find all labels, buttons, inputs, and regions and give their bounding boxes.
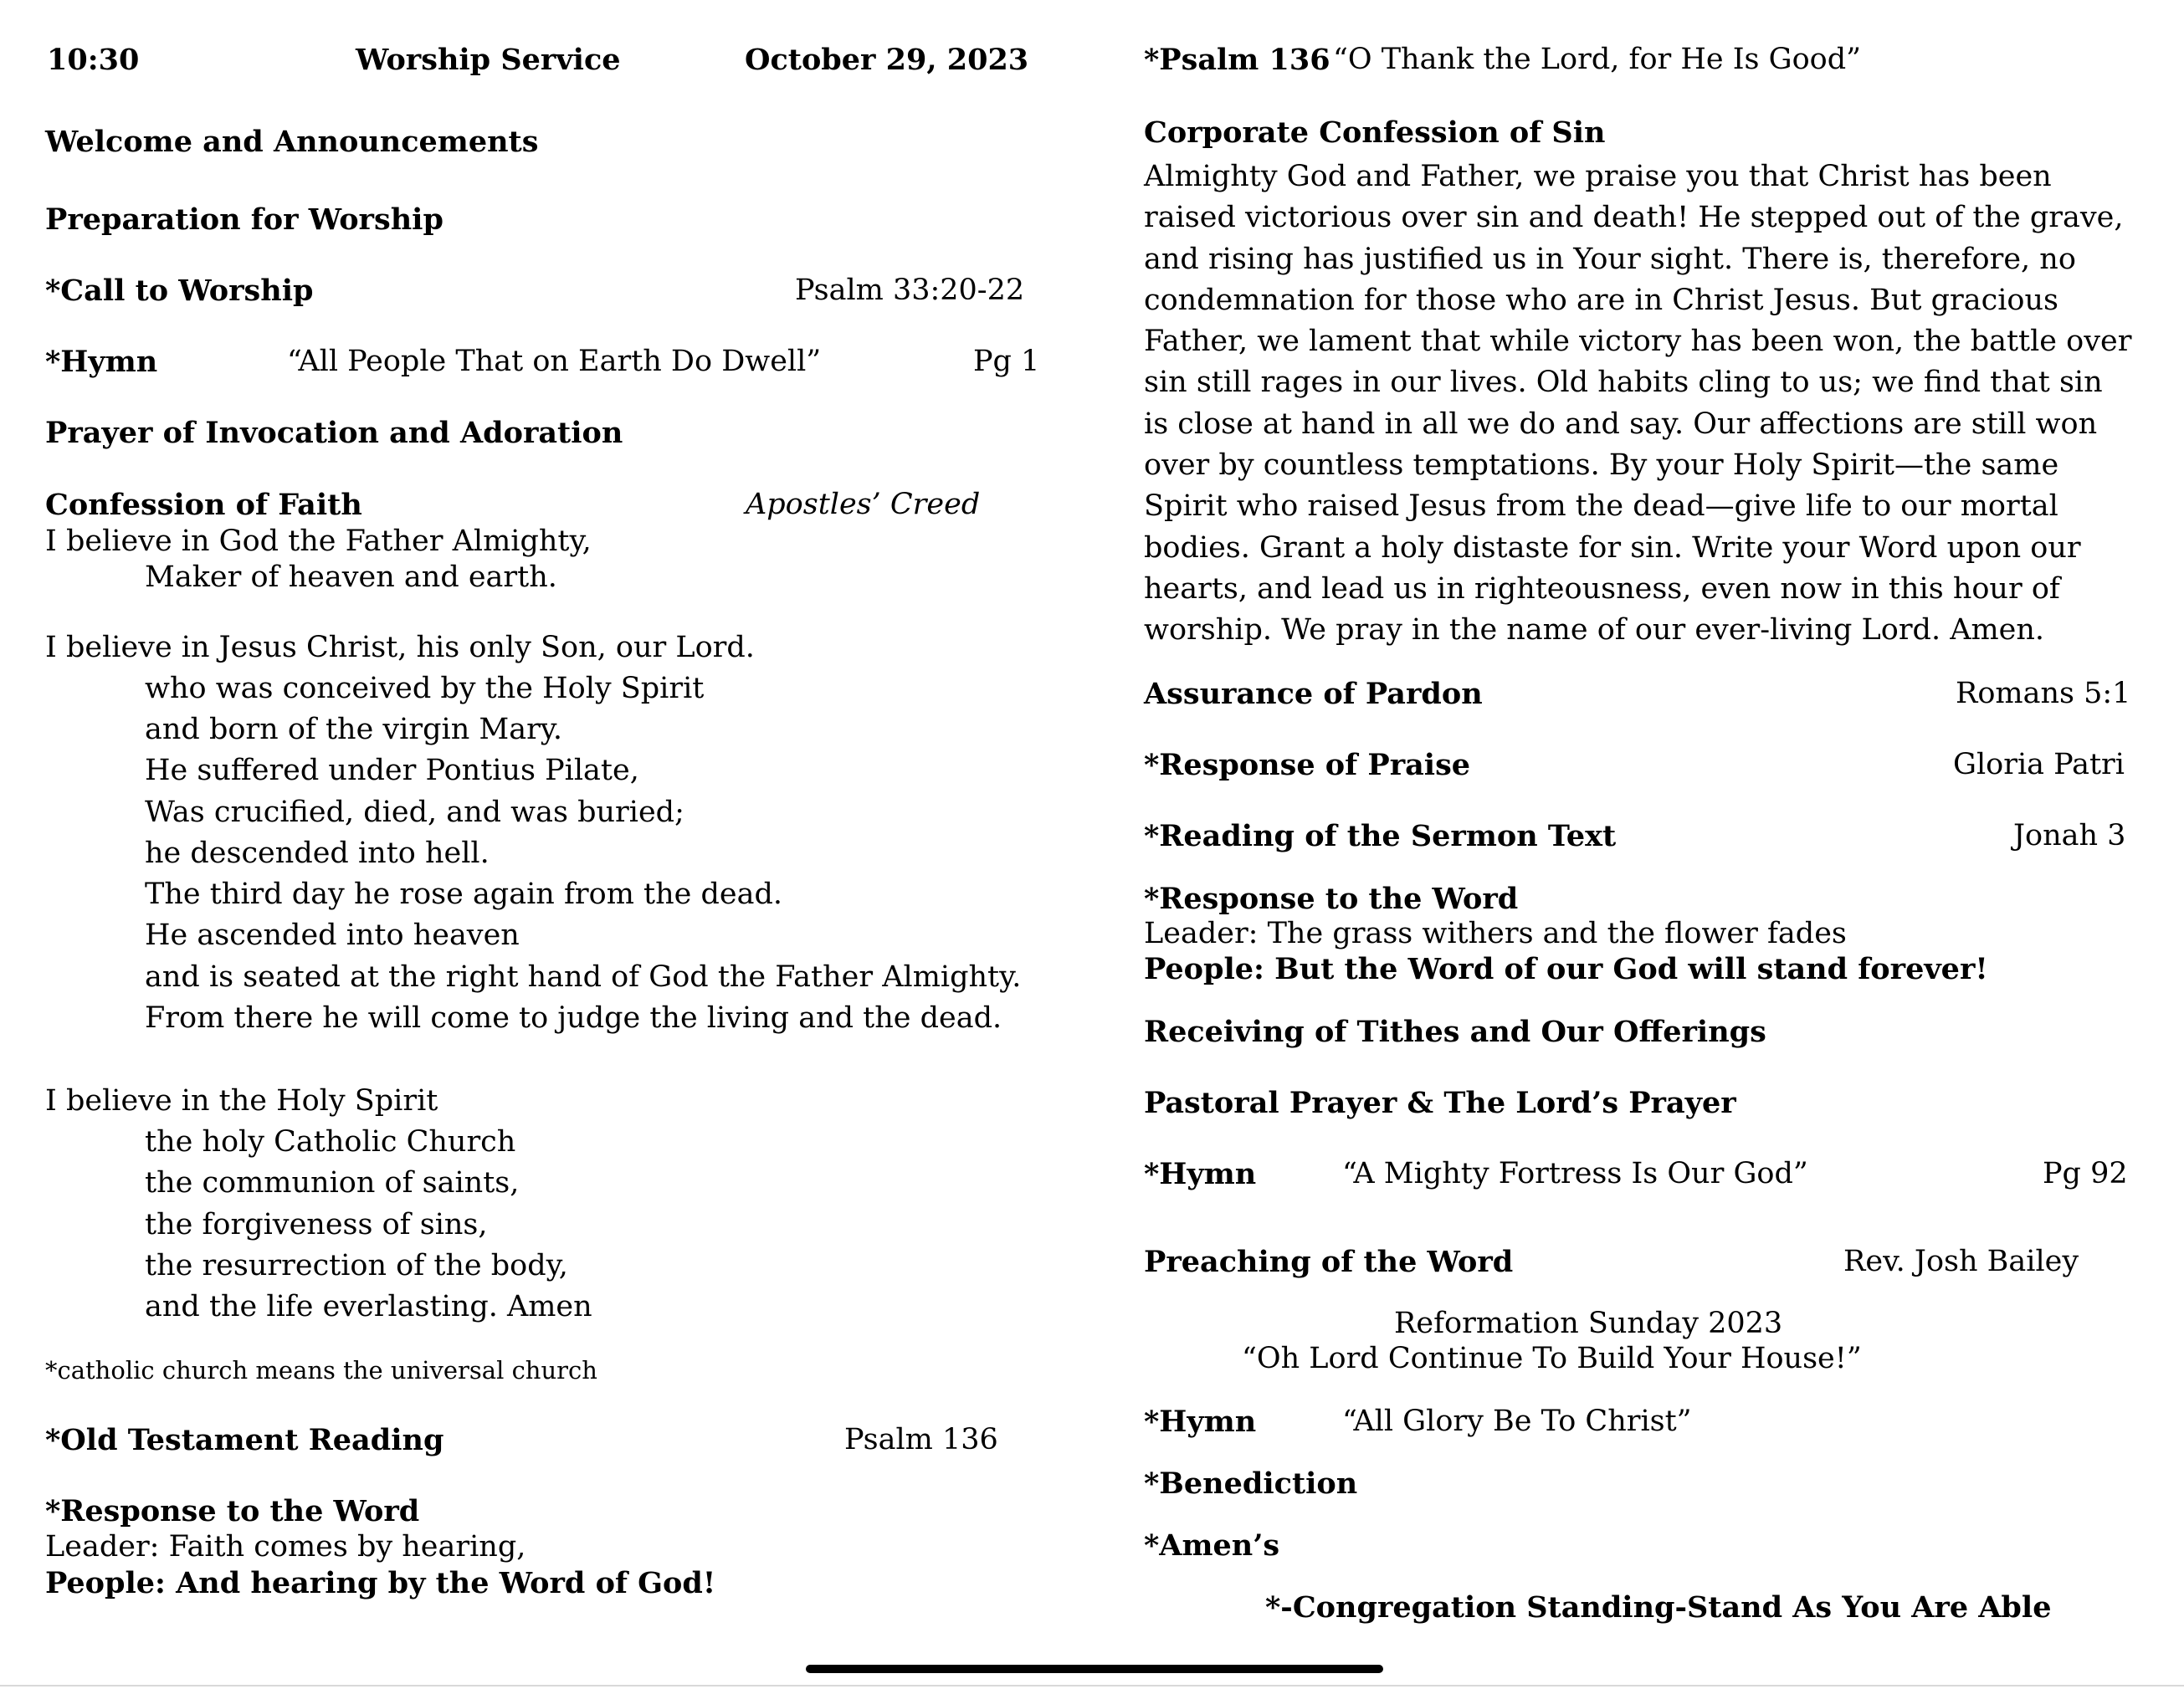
hymn-2-page: Pg 92 [2043,1157,2128,1190]
hymn-3-label: *Hymn [1144,1405,1257,1439]
assurance-reference: Romans 5:1 [1956,677,2131,710]
confession-line: bodies. Grant a holy distaste for sin. Write your Word upon our [1144,530,2081,565]
bottom-divider [0,1685,2184,1686]
response-to-word-heading: *Response to the Word [45,1494,420,1528]
confession-line: condemnation for those who are in Christ Jesus. But gracious [1144,283,2058,317]
people-line: People: But the Word of our God will stand forever! [1144,952,1988,986]
creed-line: the forgiveness of sins, [145,1208,488,1241]
leader-line: Leader: The grass withers and the flower fades [1144,917,1847,950]
hymn-1-label: *Hymn [45,345,158,379]
response-of-praise-heading: *Response of Praise [1144,748,1471,782]
confession-line: and rising has justified us in Your sight. There is, therefore, no [1144,242,2076,276]
creed-line: who was conceived by the Holy Spirit [145,672,705,705]
creed-line: the communion of saints, [145,1166,520,1200]
creed-line: and born of the virgin Mary. [145,713,563,746]
creed-line: he descended into hell. [145,837,490,870]
confession-of-faith-heading: Confession of Faith [45,488,362,522]
confession-line: Father, we lament that while victory has been won, the battle over [1144,325,2132,359]
standing-note: *-Congregation Standing-Stand As You Are Able [1265,1590,2052,1625]
home-indicator[interactable] [806,1665,1383,1673]
people-line: People: And hearing by the Word of God! [45,1566,716,1600]
sermon-text-reference: Jonah 3 [2013,819,2126,852]
prayer-invocation-heading: Prayer of Invocation and Adoration [45,416,623,450]
confession-paragraph [1144,156,2148,652]
creed-line: I believe in the Holy Spirit [45,1084,438,1118]
confession-line: worship. We pray in the name of our ever-living Lord. Amen. [1144,613,2045,647]
preparation-heading: Preparation for Worship [45,202,443,237]
corporate-confession-heading: Corporate Confession of Sin [1144,115,1606,150]
assurance-heading: Assurance of Pardon [1144,677,1483,711]
welcome-heading: Welcome and Announcements [45,125,539,159]
footnote: *catholic church means the universal church [45,1356,597,1384]
sermon-text-heading: *Reading of the Sermon Text [1144,819,1617,853]
service-time: 10:30 [47,43,140,77]
response-to-word-heading: *Response to the Word [1144,882,1519,916]
confession-line: raised victorious over sin and death! He stepped out of the grave, [1144,201,2124,235]
creed-line: I believe in Jesus Christ, his only Son, our Lord. [45,631,755,664]
confession-line: is close at hand in all we do and say. Our affections are still won [1144,407,2098,441]
pastoral-prayer-heading: Pastoral Prayer & The Lord’s Prayer [1144,1086,1736,1120]
confession-line: sin still rages in our lives. Old habits cling to us; we find that sin [1144,366,2103,400]
creed-line: He ascended into heaven [145,919,520,952]
preacher-name: Rev. Josh Bailey [1843,1245,2079,1278]
ot-reading-heading: *Old Testament Reading [45,1423,444,1457]
hymn-2-label: *Hymn [1144,1157,1257,1191]
creed-source: Apostles’ Creed [746,488,981,521]
leader-line: Leader: Faith comes by hearing, [45,1530,526,1564]
tithes-heading: Receiving of Tithes and Our Offerings [1144,1015,1766,1049]
creed-line: The third day he rose again from the dead. [145,878,782,911]
confession-line: over by countless temptations. By your Holy Spirit—the same [1144,448,2059,483]
amens-heading: *Amen’s [1144,1528,1280,1563]
confession-line: Spirit who raised Jesus from the dead—give life to our mortal [1144,489,2058,524]
creed-line: and the life everlasting. Amen [145,1290,592,1323]
hymn-1-page: Pg 1 [973,345,1040,378]
hymn-1-title: “All People That on Earth Do Dwell” [287,345,822,378]
creed-line: I believe in God the Father Almighty, [45,525,592,558]
response-of-praise-reference: Gloria Patri [1953,748,2125,781]
benediction-heading: *Benediction [1144,1466,1358,1501]
ot-reading-reference: Psalm 136 [844,1423,998,1456]
creed-line: Maker of heaven and earth. [145,560,557,594]
creed-line: and is seated at the right hand of God the Father Almighty. [145,960,1022,994]
call-to-worship-reference: Psalm 33:20-22 [795,274,1025,307]
service-title: Worship Service [356,43,621,77]
confession-line: hearts, and lead us in righteousness, even now in this hour of [1144,571,2060,606]
creed-line: From there he will come to judge the living and the dead. [145,1001,1002,1035]
hymn-3-title: “All Glory Be To Christ” [1342,1405,1692,1438]
creed-line: the resurrection of the body, [145,1249,568,1282]
preaching-heading: Preaching of the Word [1144,1245,1514,1279]
sermon-occasion: Reformation Sunday 2023 [1394,1307,1783,1340]
psalm-title: “O Thank the Lord, for He Is Good” [1333,43,1862,76]
sermon-title: “Oh Lord Continue To Build Your House!” [1242,1342,1862,1375]
creed-line: He suffered under Pontius Pilate, [145,754,639,787]
psalm-label: *Psalm 136 [1144,43,1330,77]
confession-line: Almighty God and Father, we praise you that Christ has been [1144,160,2052,193]
creed-line: Was crucified, died, and was buried; [145,796,684,829]
call-to-worship-heading: *Call to Worship [45,274,314,308]
hymn-2-title: “A Mighty Fortress Is Our God” [1342,1157,1808,1190]
creed-line: the holy Catholic Church [145,1125,516,1159]
service-date: October 29, 2023 [745,43,1029,77]
